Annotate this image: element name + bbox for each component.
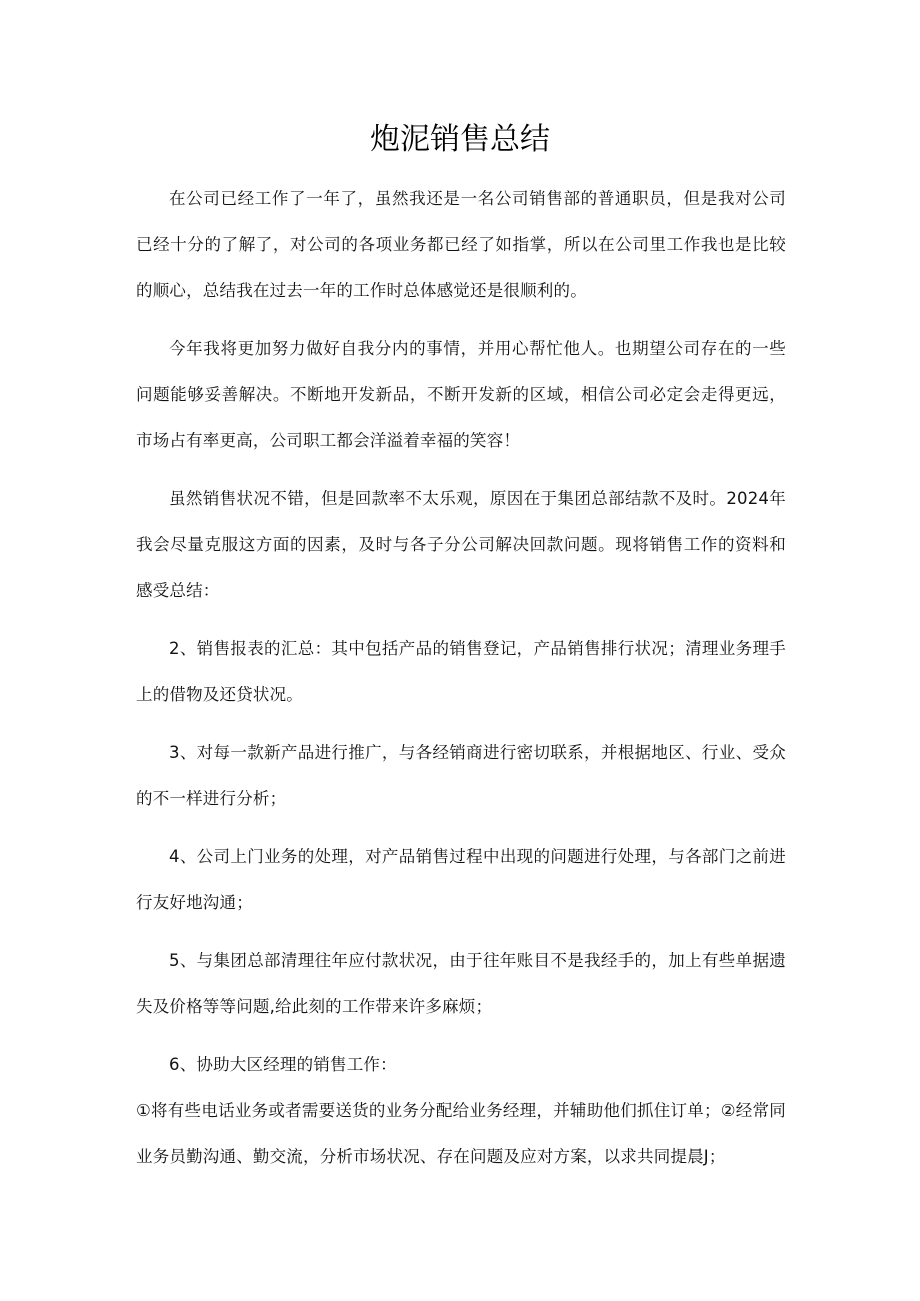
paragraph-item-3: 3、对每一款新产品进行推广，与各经销商进行密切联系，并根据地区、行业、受众的不一样进行分析； — [136, 743, 786, 808]
paragraph-item-4: 4、公司上门业务的处理，对产品销售过程中出现的问题进行处理，与各部门之前进行友好地沟通； — [136, 847, 786, 912]
paragraph-item-2: 2、销售报表的汇总：其中包括产品的销售登记，产品销售排行状况；清理业务理手上的借物及还贷状况。 — [136, 639, 786, 704]
document-title: 炮泥销售总结 — [370, 122, 550, 157]
paragraph-sales-status: 虽然销售状况不错，但是回款率不太乐观，原因在于集团总部结款不及时。2024年我会尽量克服这方面的因素，及时与各子分公司解决回款问题。现将销售工作的资料和感受总结： — [136, 489, 786, 600]
paragraph-item-6: 6、协助大区经理的销售工作： — [169, 1055, 397, 1074]
document-body — [136, 176, 786, 1192]
paragraph-item-5: 5、与集团总部清理往年应付款状况，由于往年账目不是我经手的，加上有些单据遗失及价格等等问题,给此刻的工作带来许多麻烦； — [136, 951, 786, 1016]
paragraph-intro: 在公司已经工作了一年了，虽然我还是一名公司销售部的普通职员，但是我对公司已经十分的了解了，对公司的各项业务都已经了如指掌，所以在公司里工作我也是比较的顺心，总结我在过去一年的工作时总体感觉还是很顺利的。 — [136, 189, 786, 300]
paragraph-item-6-detail: ①将有些电话业务或者需要送货的业务分配给业务经理，并辅助他们抓住订单；②经常同业务员勤沟通、勤交流，分析市场状况、存在问题及应对方案，以求共同提晨J； — [136, 1101, 786, 1166]
paragraph-plans: 今年我将更加努力做好自我分内的事情，并用心帮忙他人。也期望公司存在的一些问题能够妥善解决。不断地开发新品，不断开发新的区域，相信公司必定会走得更远，市场占有率更高，公司职工都会洋溢着幸福的笑容！ — [136, 339, 786, 450]
